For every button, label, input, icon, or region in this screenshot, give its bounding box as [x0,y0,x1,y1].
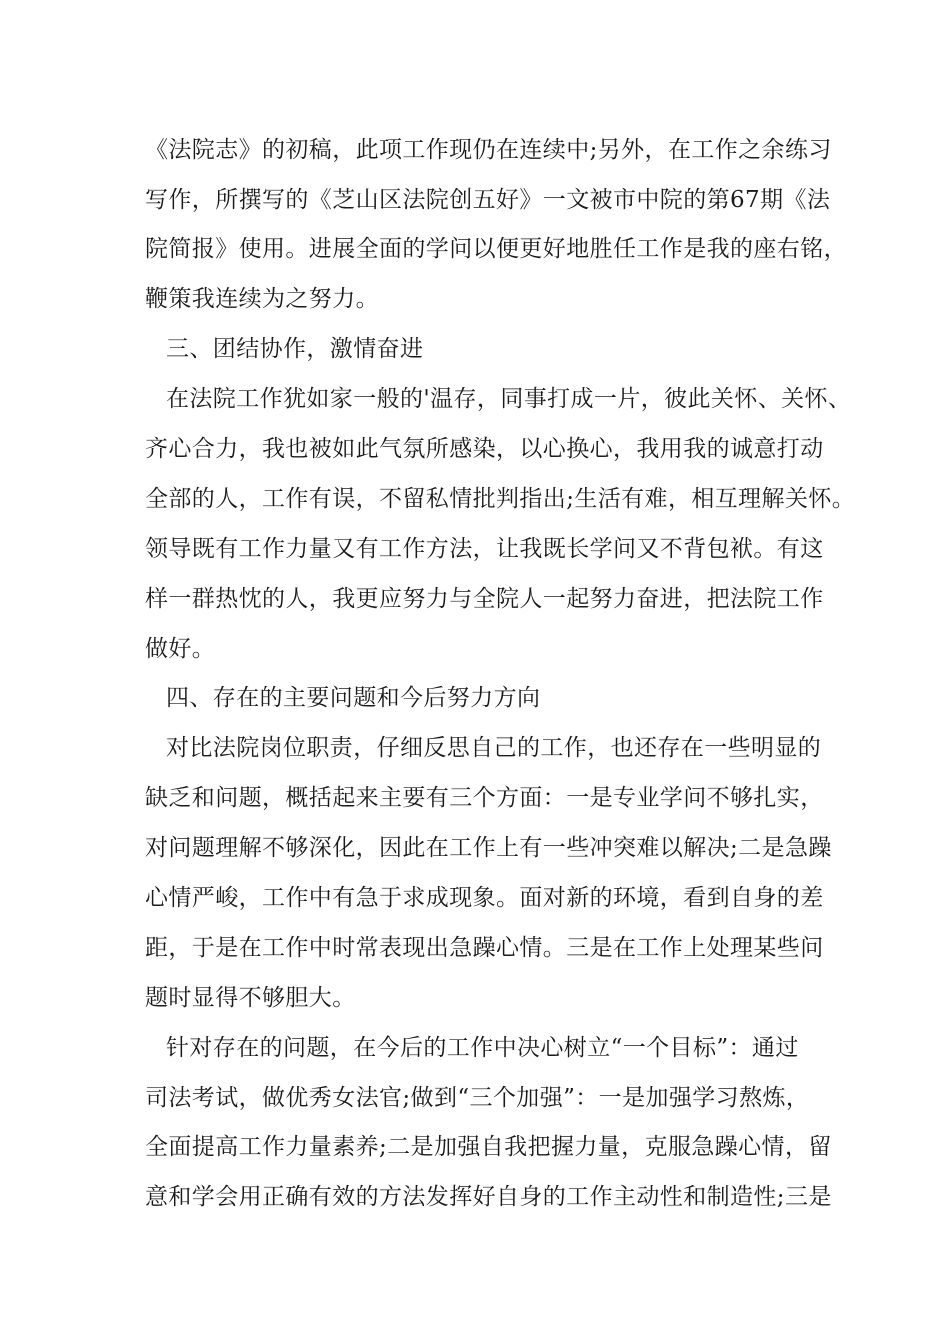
text-line-3: 院简报》使用。进展全面的学问以便更好地胜任工作是我的座右铭， [145,236,847,262]
text-line-19: 针对存在的问题，在今后的工作中决心树立“一个目标”：通过 [166,1035,799,1061]
section-heading-4: 四、存在的主要问题和今后努力方向 [166,685,541,711]
text-line-7: 齐心合力，我也被如此气氛所感染，以心换心，我用我的诚意打动 [145,436,824,462]
text-line-17: 距，于是在工作中时常表现出急躁心情。三是在工作上处理某些问 [145,935,824,961]
text-line-8: 全部的人，工作有误，不留私情批判指出;生活有难，相互理解关怀。 [145,486,856,512]
text-line-15: 对问题理解不够深化，因此在工作上有一些冲突难以解决;二是急躁 [145,835,832,861]
text-line-1: 《法院志》的初稿，此项工作现仍在连续中;另外，在工作之余练习 [145,137,832,163]
text-line-18: 题时显得不够胆大。 [145,985,356,1011]
text-line-21: 全面提高工作力量素养;二是加强自我把握力量，克服急躁心情，留 [145,1134,832,1160]
text-line-14: 缺乏和问题，概括起来主要有三个方面：一是专业学问不够扎实， [145,785,824,811]
text-line-4: 鞭策我连续为之努力。 [145,286,379,312]
text-line-9: 领导既有工作力量又有工作方法，让我既长学问又不背包袱。有这 [145,536,824,562]
text-line-13: 对比法院岗位职责，仔细反思自己的工作，也还存在一些明显的 [166,735,822,761]
text-line-22: 意和学会用正确有效的方法发挥好自身的工作主动性和制造性;三是 [145,1184,832,1210]
text-line-16: 心情严峻，工作中有急于求成现象。面对新的环境，看到自身的差 [145,885,824,911]
text-line-10: 样一群热忱的人，我更应努力与全院人一起努力奋进，把法院工作 [145,586,824,612]
text-line-6: 在法院工作犹如家一般的'温存，同事打成一片，彼此关怀、关怀、 [166,386,852,412]
text-line-2: 写作，所撰写的《芝山区法院创五好》一文被市中院的第67期《法 [145,187,831,213]
text-line-20: 司法考试，做优秀女法官;做到“三个加强”：一是加强学习熬炼， [145,1085,810,1111]
section-heading-3: 三、团结协作，激情奋进 [166,336,424,362]
text-line-11: 做好。 [145,636,216,662]
